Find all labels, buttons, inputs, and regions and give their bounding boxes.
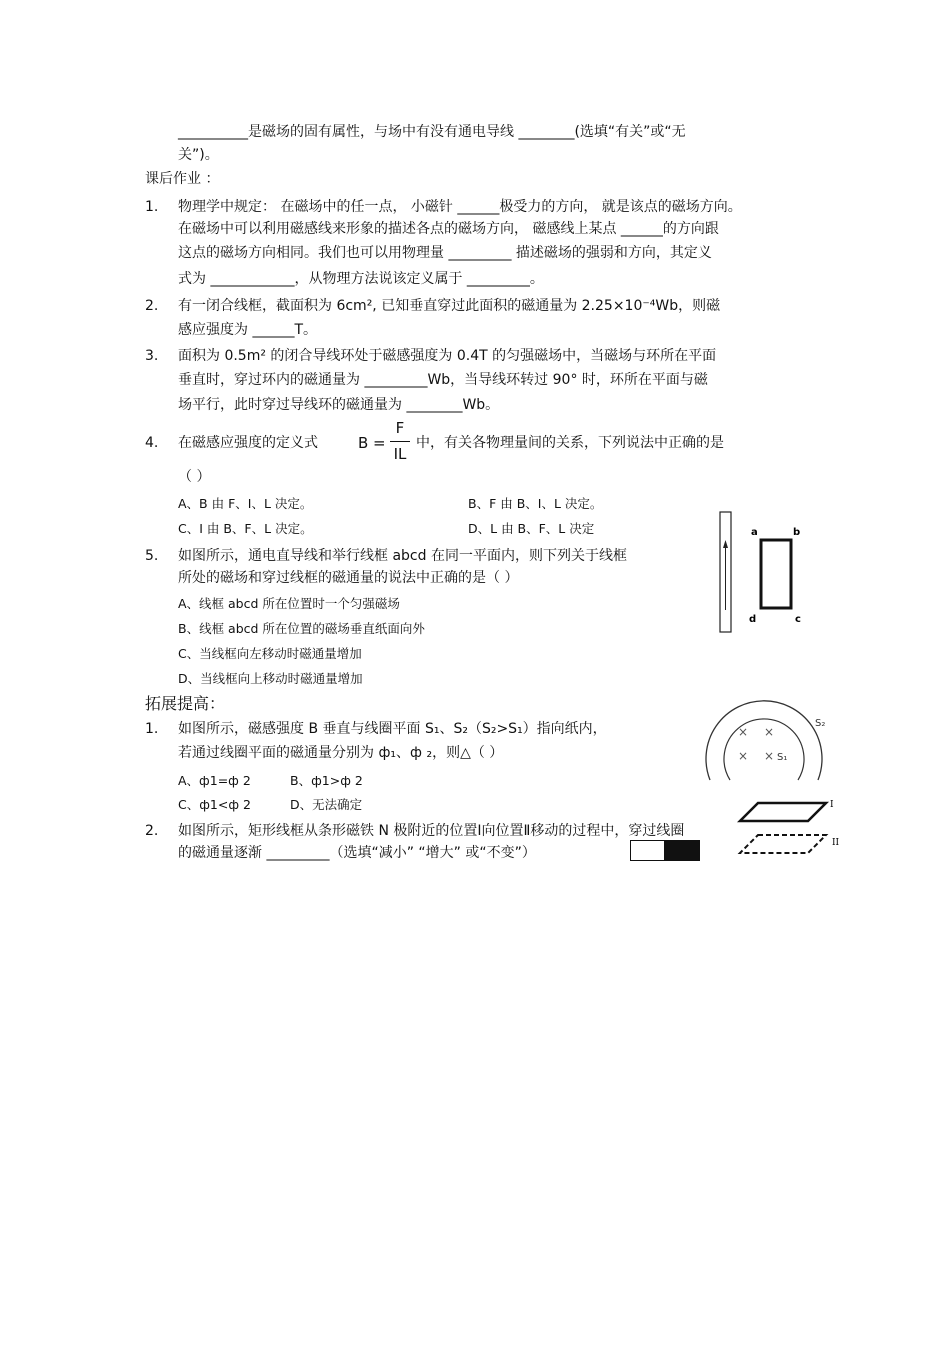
intro-line-2: 关”)。: [178, 147, 219, 163]
hw-q5-option-c: C、当线框向左移动时磁通量增加: [178, 646, 362, 661]
coil-s2: [706, 701, 822, 780]
label-s2: S₂: [815, 718, 826, 729]
hw-q4-fraction-bar: [390, 441, 410, 442]
wire-frame-figure: [715, 510, 815, 635]
hw-q4-formula-denominator: IL: [393, 445, 407, 463]
cross-icon: ×: [738, 749, 749, 763]
hw-q2-number: 2.: [145, 298, 159, 314]
hw-q4-option-c: C、I 由 B、F、L 决定。: [178, 521, 313, 536]
ext-q1-option-d: D、无法确定: [290, 797, 363, 812]
frame-position-1: [740, 803, 826, 821]
hw-q1-line-3: 这点的磁场方向相同。我们也可以用物理量 _________ 描述磁场的强弱和方向，其定义: [178, 245, 712, 261]
hw-q4-paren: （ ）: [178, 469, 211, 485]
frame-positions-figure: [738, 795, 838, 860]
hw-q4-number: 4.: [145, 435, 159, 451]
ext-q1-option-c: C、ф1<ф 2: [178, 797, 251, 812]
ext-q1-line-2: 若通过线圈平面的磁通量分别为 ф₁、ф ₂，则△（ ）: [178, 745, 504, 761]
label-a: a: [751, 527, 758, 538]
hw-q4-option-a: A、B 由 F、I、L 决定。: [178, 496, 313, 511]
hw-q5-option-a: A、线框 abcd 所在位置时一个匀强磁场: [178, 596, 400, 611]
homework-heading: 课后作业 ：: [145, 171, 220, 187]
extension-heading: 拓展提高：: [145, 694, 226, 713]
bar-magnet: [630, 840, 700, 861]
hw-q1-number: 1.: [145, 199, 159, 215]
hw-q3-line-1: 面积为 0.5m² 的闭合导线环处于磁感强度为 0.4T 的匀强磁场中，当磁场与环所在平面: [178, 348, 717, 364]
cross-icon: ×: [738, 725, 749, 739]
cross-icon: ×: [764, 725, 775, 739]
ext-q1-option-b: B、ф1>ф 2: [290, 773, 363, 788]
label-b: b: [793, 527, 801, 538]
ext-q1-line-1: 如图所示，磁感强度 B 垂直与线圈平面 S₁、S₂（S₂>S₁）指向纸内，: [178, 721, 607, 737]
ext-q2-line-2: 的磁通量逐渐 _________（选填“减小” “增大” 或“不变”）: [178, 845, 536, 861]
hw-q5-line-2: 所处的磁场和穿过线框的磁通量的说法中正确的是（ ）: [178, 570, 519, 586]
hw-q1-line-4: 式为 ____________，从物理方法说该定义属于 _________。: [178, 271, 544, 287]
hw-q1-line-2: 在磁场中可以利用磁感线来形象的描述各点的磁场方向， 磁感线上某点 ______的方向跟: [178, 221, 719, 237]
hw-q4-formula-lhs: B =: [358, 434, 386, 452]
coils-figure: [700, 688, 830, 783]
hw-q5-option-d: D、当线框向上移动时磁通量增加: [178, 671, 363, 686]
cross-icon: ×: [764, 749, 775, 763]
current-arrowhead-icon: [723, 540, 728, 548]
label-d: d: [749, 614, 757, 625]
ext-q2-line-1: 如图所示，矩形线框从条形磁铁 N 极附近的位置Ⅰ向位置Ⅱ移动的过程中，穿过线圈: [178, 823, 685, 839]
intro-line-1: __________是磁场的固有属性，与场中有没有通电导线 ________(选填“有关”或“无: [178, 124, 686, 140]
hw-q4-option-d: D、L 由 B、F、L 决定: [468, 521, 595, 536]
label-s1: S₁: [777, 752, 788, 763]
hw-q3-number: 3.: [145, 348, 159, 364]
hw-q4-option-b: B、F 由 B、I、L 决定。: [468, 496, 603, 511]
hw-q3-line-3: 场平行，此时穿过导线环的磁通量为 ________Wb。: [178, 397, 500, 413]
hw-q2-line-1: 有一闭合线框，截面积为 6cm², 已知垂直穿过此面积的磁通量为 2.25×10⁻⁴Wb，则磁: [178, 298, 721, 314]
label-c: c: [795, 614, 801, 625]
ext-q1-option-a: A、ф1=ф 2: [178, 773, 251, 788]
hw-q4-formula-numerator: F: [395, 419, 405, 437]
label-position-1: I: [830, 800, 834, 810]
label-position-2: II: [832, 838, 840, 848]
ext-q2-number: 2.: [145, 823, 159, 839]
frame-abcd: [761, 540, 791, 608]
hw-q2-line-2: 感应强度为 ______T。: [178, 322, 318, 338]
hw-q4-pre: 在磁感应强度的定义式: [178, 435, 318, 451]
hw-q5-line-1: 如图所示，通电直导线和举行线框 abcd 在同一平面内，则下列关于线框: [178, 548, 627, 564]
hw-q4-post: 中，有关各物理量间的关系，下列说法中正确的是: [416, 435, 724, 451]
hw-q3-line-2: 垂直时，穿过环内的磁通量为 _________Wb，当导线环转过 90° 时，环所在平面与磁: [178, 372, 708, 388]
ext-q1-number: 1.: [145, 721, 159, 737]
magnet-south-half: [664, 841, 699, 860]
hw-q5-number: 5.: [145, 548, 159, 564]
frame-position-2: [740, 835, 826, 853]
hw-q5-option-b: B、线框 abcd 所在位置的磁场垂直纸面向外: [178, 621, 425, 636]
hw-q1-line-1: 物理学中规定： 在磁场中的任一点， 小磁针 ______极受力的方向， 就是该点的磁场方向。: [178, 199, 742, 215]
